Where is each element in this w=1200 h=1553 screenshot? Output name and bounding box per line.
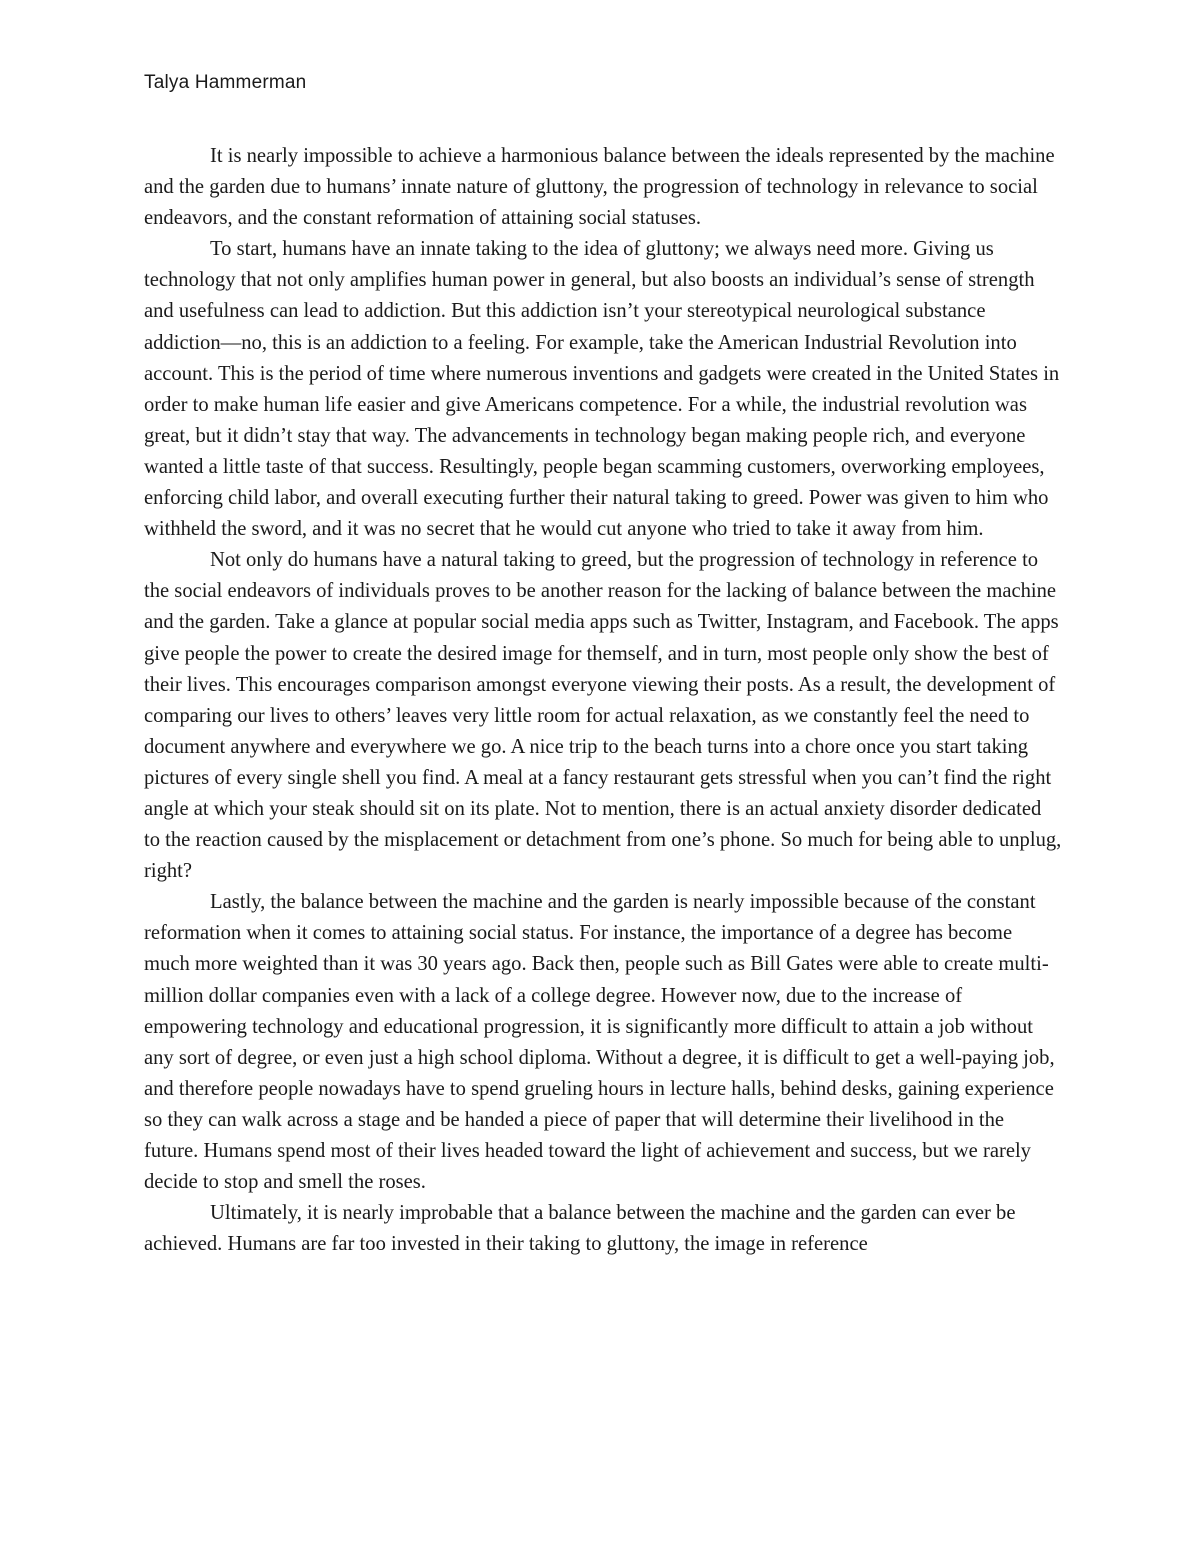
paragraph-gluttony: To start, humans have an innate taking to the idea of gluttony; we always need more. Giving us technology that not only amplifies human power in general, but also boosts an individual’s sense of strength and usefulness can lead to addiction. But this addiction isn’t your stereotypical neurological substance addiction—no, this is an addiction to a feeling. For example, take the American Industrial Revolution into account. This is the period of time where numerous inventions and gadgets were created in the United States in order to make human life easier and give Americans competence. For a while, the industrial revolution was great, but it didn’t stay that way. The advancements in technology began making people rich, and everyone wanted a little taste of that success. Resultingly, people began scamming customers, overworking employees, enforcing child labor, and overall executing further their natural taking to greed. Power was given to him who withheld the sword, and it was no secret that he would cut anyone who tried to take it away from him. xyxy=(144,238,1060,541)
paragraph-conclusion: Ultimately, it is nearly improbable that a balance between the machine and the garden can ever be achieved. Humans are far too invested in their taking to gluttony, the image in reference xyxy=(144,1202,1016,1256)
essay-body xyxy=(144,141,1062,1260)
author-name: Talya Hammerman xyxy=(144,72,307,93)
paragraph-intro: It is nearly impossible to achieve a harmonious balance between the ideals represented by the machine and the garden due to humans’ innate nature of gluttony, the progression of technology in relevance to social endeavors, and the constant reformation of attaining social statuses. xyxy=(144,145,1055,230)
paragraph-social-media: Not only do humans have a natural taking to greed, but the progression of technology in reference to the social endeavors of individuals proves to be another reason for the lacking of balance between the machine and the garden. Take a glance at popular social media apps such as Twitter, Instagram, and Facebook. The apps give people the power to create the desired image for themself, and in turn, most people only show the best of their lives. This encourages comparison amongst everyone viewing their posts. As a result, the development of comparing our lives to others’ leaves very little room for actual relaxation, as we constantly feel the need to document anywhere and everywhere we go. A nice trip to the beach turns into a chore once you start taking pictures of every single shell you find. A meal at a fancy restaurant gets stressful when you can’t find the right angle at which your steak should sit on its plate. Not to mention, there is an actual anxiety disorder dedicated to the reaction caused by the misplacement or detachment from one’s phone. So much for being able to unplug, right? xyxy=(144,549,1062,883)
paragraph-social-status: Lastly, the balance between the machine and the garden is nearly impossible because of the constant reformation when it comes to attaining social status. For instance, the importance of a degree has become much more weighted than it was 30 years ago. Back then, people such as Bill Gates were able to create multi-million dollar companies even with a lack of a college degree. However now, due to the increase of empowering technology and educational progression, it is significantly more difficult to attain a job without any sort of degree, or even just a high school diploma. Without a degree, it is difficult to get a well-paying job, and therefore people nowadays have to spend grueling hours in lecture halls, behind desks, gaining experience so they can walk across a stage and be handed a piece of paper that will determine their livelihood in the future. Humans spend most of their lives headed toward the light of achievement and success, but we rarely decide to stop and smell the roses. xyxy=(144,891,1055,1194)
